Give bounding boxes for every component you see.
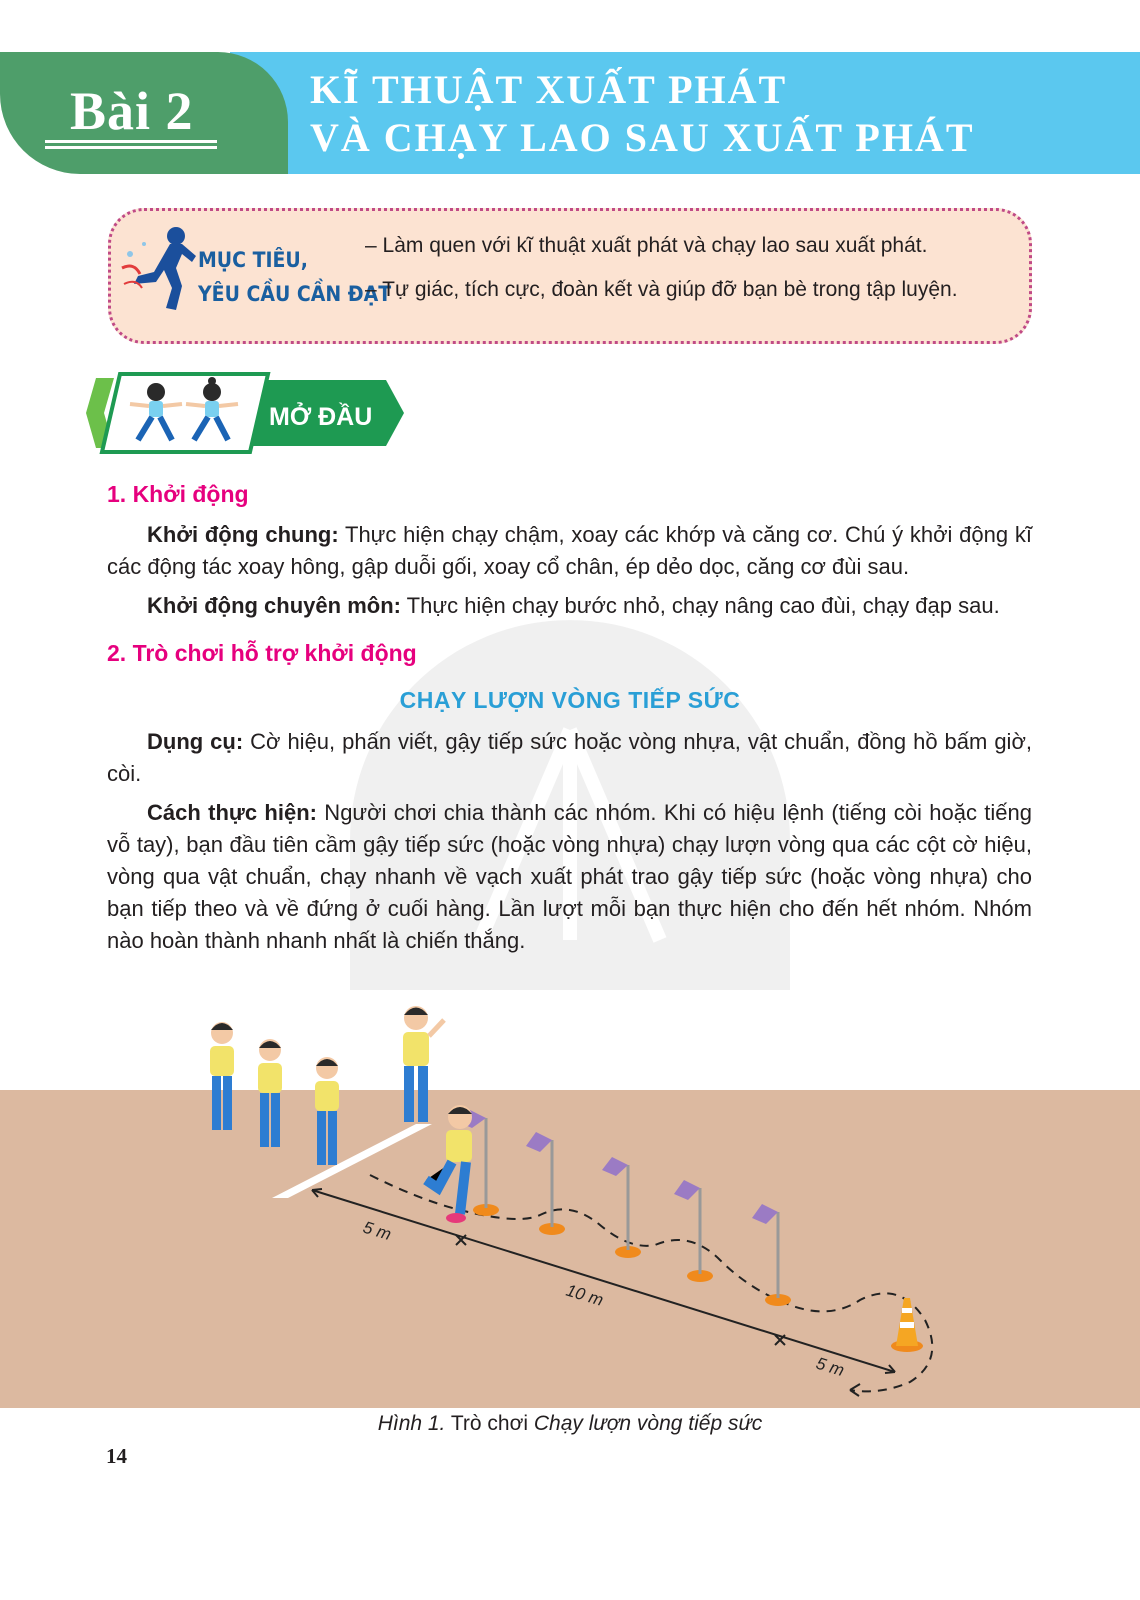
objective-item-2: – Tự giác, tích cực, đoàn kết và giúp đỡ bạn bè trong tập luyện. xyxy=(365,278,958,301)
distance-label-3: 5 m xyxy=(813,1353,847,1381)
caption-mid: Trò chơi xyxy=(445,1412,534,1435)
page-number: 14 xyxy=(106,1444,127,1468)
lesson-underline xyxy=(45,140,217,143)
general-warmup-text: Thực hiện chạy chậm, xoay các khớp và căng cơ. Chú ý khởi động kĩ các động tác xoay hông, gập duỗi gối, xoay cổ chân, ép dẻo dọc, căng cơ đùi sau. xyxy=(107,522,1032,579)
figure-caption xyxy=(0,1412,1140,1436)
child-1 xyxy=(210,1022,234,1130)
paragraph-method xyxy=(107,797,1032,957)
paragraph-special-warmup xyxy=(107,590,1032,622)
referee xyxy=(403,1006,444,1122)
running-person-icon xyxy=(120,224,200,314)
flag-3 xyxy=(602,1157,641,1258)
flag-4 xyxy=(674,1180,713,1282)
objectives-label-line1: MỤC TIÊU, xyxy=(198,248,308,272)
child-3 xyxy=(315,1057,339,1165)
distance-label-1: 5 m xyxy=(360,1217,394,1245)
lesson-title-line1: KĨ THUẬT XUẤT PHÁT xyxy=(310,67,788,112)
game-title: CHẠY LƯỢN VÒNG TIẾP SỨC xyxy=(399,687,741,713)
heading-warmup: 1. Khởi động xyxy=(107,481,249,507)
heading-game: 2. Trò chơi hỗ trợ khởi động xyxy=(107,640,417,666)
general-warmup-label: Khởi động chung: xyxy=(147,522,339,547)
running-child xyxy=(426,1105,472,1223)
start-line xyxy=(272,1124,432,1198)
objectives-box xyxy=(108,208,1032,344)
equipment-label: Dụng cụ: xyxy=(147,729,244,754)
paragraph-general-warmup xyxy=(107,519,1032,583)
caption-name: Chạy lượn vòng tiếp sức xyxy=(533,1412,763,1435)
relay-game-illustration xyxy=(0,990,1140,1410)
section-tag-mo-dau xyxy=(86,368,406,458)
method-text: Người chơi chia thành các nhóm. Khi có hiệu lệnh (tiếng còi hoặc tiếng vỗ tay), bạn đầu tiên cầm gậy tiếp sức (hoặc vòng nhựa) chạy lượn vòng qua các cột cờ hiệu, vòng qua vật chuẩn, chạy nhanh về vạch xuất phát trao gậy tiếp sức (hoặc vòng nhựa) cho bạn tiếp theo và về đứng ở cuối hàng. Lần lượt mỗi bạn thực hiện cho đến hết nhóm. Nhóm nào hoàn thành nhanh nhất là chiến thắng. xyxy=(107,800,1032,953)
running-path xyxy=(370,1175,932,1391)
lesson-title-line2: VÀ CHẠY LAO SAU XUẤT PHÁT xyxy=(310,115,975,160)
special-warmup-label: Khởi động chuyên môn: xyxy=(147,593,401,618)
child-2 xyxy=(258,1039,282,1147)
method-label: Cách thực hiện: xyxy=(147,800,317,825)
special-warmup-text: Thực hiện chạy bước nhỏ, chạy nâng cao đùi, chạy đạp sau. xyxy=(400,593,1000,618)
distance-label-2: 10 m xyxy=(563,1280,606,1310)
cone-marker xyxy=(891,1298,923,1352)
section-tag-label: MỞ ĐẦU xyxy=(269,403,373,431)
objective-item-1: – Làm quen với kĩ thuật xuất phát và chạy lao sau xuất phát. xyxy=(365,234,928,257)
caption-prefix: Hình 1. xyxy=(377,1412,446,1435)
lesson-underline-2 xyxy=(45,146,217,149)
objectives-label-line2: YÊU CẦU CẦN ĐẠT xyxy=(198,282,392,306)
flag-2 xyxy=(526,1132,565,1235)
paragraph-equipment xyxy=(107,726,1032,790)
lesson-number: Bài 2 xyxy=(70,81,194,141)
equipment-text: Cờ hiệu, phấn viết, gậy tiếp sức hoặc vòng nhựa, vật chuẩn, đồng hồ bấm giờ, còi. xyxy=(107,729,1032,786)
